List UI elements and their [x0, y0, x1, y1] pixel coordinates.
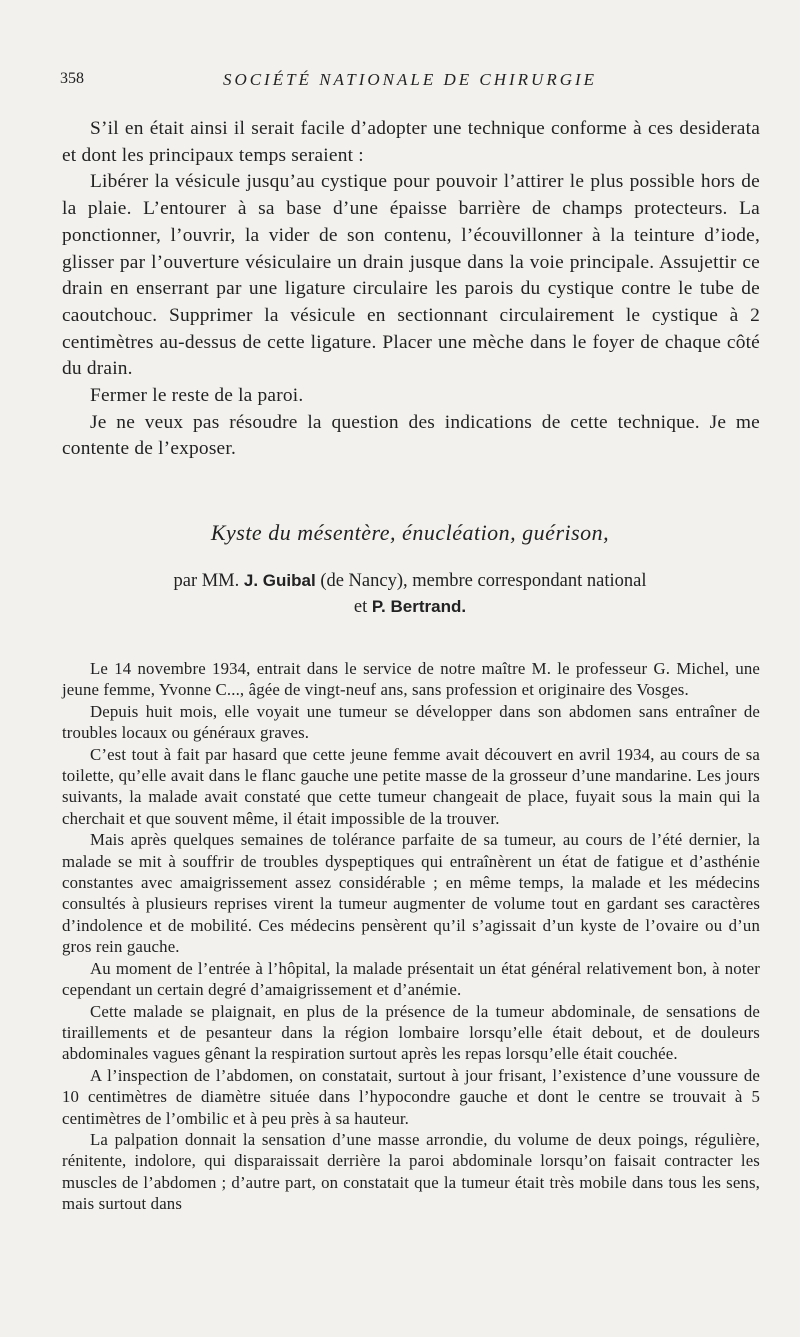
byline-prefix: par MM. — [173, 571, 240, 591]
paragraph: Fermer le reste de la paroi. — [90, 385, 304, 407]
page-number: 358 — [60, 70, 84, 87]
paragraph: S’il en était ainsi il serait facile d’adopter une technique conforme à ces desiderata et dont les principaux temps seraient : — [62, 118, 760, 166]
paragraph: Mais après quelques semaines de tolérance parfaite de sa tumeur, au cours de l’été dernier, la malade se mit à souffrir de troubles dyspeptiques qui entraînèrent un état de fatigue et d’asthénie constantes avec amaigrissement assez considérable ; en même temps, la malade et les médecins consultés à plusieurs reprises virent la tumeur augmenter de volume tout en gardant ses caractères d’indolence et de mobilité. Ces médecins pensèrent qu’il s’agissait d’un kyste de l’ovaire ou d’un gros rein gauche. — [62, 830, 760, 957]
paragraph: Le 14 novembre 1934, entrait dans le service de notre maître M. le professeur G. Michel, une jeune femme, Yvonne C..., âgée de vingt-neuf ans, sans profession et originaire des Vosges. — [62, 659, 760, 700]
running-header — [60, 70, 760, 94]
byline-conjunction: et — [353, 597, 368, 617]
paragraph: C’est tout à fait par hasard que cette jeune femme avait découvert en avril 1934, au cours de sa toilette, qu’elle avait dans le flanc gauche une petite masse de la grosseur d’une mandarine. Les jours suivants, la malade avait constaté que cette tumeur changeait de place, fuyait sous la main qui la cherchait et que souvent même, il était impossible de la trouver. — [62, 744, 760, 828]
article-byline — [60, 568, 760, 620]
paragraph: A l’inspection de l’abdomen, on constatait, surtout à jour frisant, l’existence d’une voussure de 10 centimètres de diamètre située dans l’hypocondre gauche et dont le centre se trouvait à 5 centimètres de l’ombilic et à peu près à sa hauteur. — [62, 1065, 760, 1128]
section-2-text — [62, 658, 760, 1215]
journal-title: SOCIÉTÉ NATIONALE DE CHIRURGIE — [222, 70, 598, 89]
paragraph: Je ne veux pas résoudre la question des indications de cette technique. Je me contente de l’exposer. — [62, 411, 760, 460]
author-2: P. Bertrand. — [371, 597, 467, 616]
byline-line-2 — [60, 594, 760, 620]
paragraph: Cette malade se plaignait, en plus de la présence de la tumeur abdominale, de sensations de tiraillements et de pesanteur dans la région lombaire lorsqu’elle était debout, et de douleurs abdominales vagues gênant la respiration surtout après les repas lorsqu’elle était couchée. — [62, 1001, 760, 1064]
author-1: J. Guibal — [243, 571, 316, 590]
section-1-text — [62, 116, 760, 463]
paragraph: Depuis huit mois, elle voyait une tumeur se développer dans son abdomen sans entraîner de troubles locaux ou généraux graves. — [62, 701, 760, 743]
paragraph: La palpation donnait la sensation d’une masse arrondie, du volume de deux poings, régulière, rénitente, indolore, qui disparaissait derrière la paroi abdominale lorsqu’on faisait contracter les muscles de l’abdomen ; d’autre part, on constatait que la tumeur était très mobile dans tous les sens, mais surtout dans — [62, 1129, 760, 1214]
author-affiliation: (de Nancy), membre correspondant national — [320, 571, 647, 591]
byline-line-1 — [60, 568, 760, 594]
article-title: Kyste du mésentère, énucléation, guérison, — [210, 520, 610, 545]
paragraph: Libérer la vésicule jusqu’au cystique pour pouvoir l’attirer le plus possible hors de la plaie. L’entourer à sa base d’une épaisse barrière de champs protecteurs. La ponctionner, l’ouvrir, la vider de son contenu, l’écouvillonner à la teinture d’iode, glisser par l’ouverture vésiculaire un drain jusque dans la voie principale. Assujettir ce drain en enserrant par une ligature circulaire les parois du cystique contre le tube de caoutchouc. Supprimer la vésicule en sectionnant circulairement le cystique à 2 centimètres au-dessus de cette ligature. Placer une mèche dans le foyer de chaque côté du drain. — [62, 171, 760, 380]
paragraph: Au moment de l’entrée à l’hôpital, la malade présentait un état général relativement bon, à noter cependant un certain degré d’amaigrissement et d’anémie. — [62, 958, 760, 1000]
